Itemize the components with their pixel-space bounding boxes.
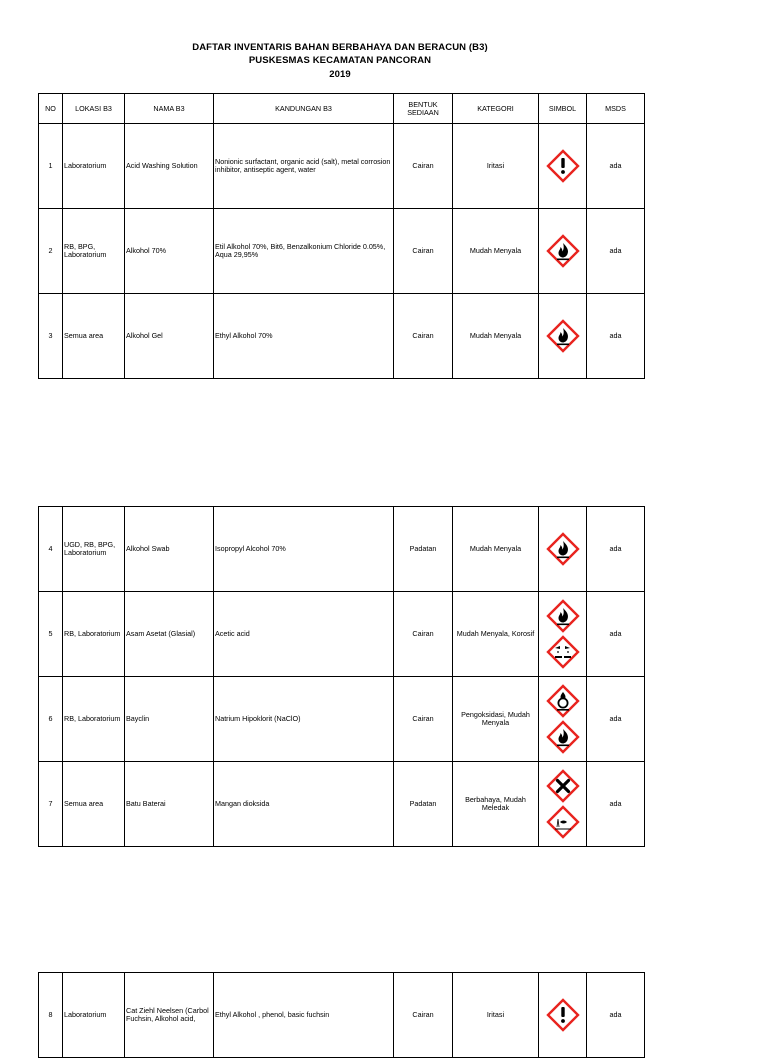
cell-no: 5 (39, 592, 63, 677)
cell-kandungan: Nonionic surfactant, organic acid (salt), metal corrosion inhibitor, antiseptic agent, water (214, 124, 394, 209)
cell-simbol (539, 677, 587, 762)
cell-simbol (539, 973, 587, 1058)
cell-kategori: Berbahaya, Mudah Meledak (453, 762, 539, 847)
table-row (39, 124, 645, 209)
table-row (39, 507, 645, 592)
cell-kategori: Mudah Menyala (453, 507, 539, 592)
col-lokasi: LOKASI B3 (63, 94, 125, 124)
col-bentuk: BENTUK SEDIAAN (394, 94, 453, 124)
inventory-table-3 (38, 972, 645, 1058)
cell-bentuk: Padatan (394, 507, 453, 592)
cell-no: 4 (39, 507, 63, 592)
cell-no: 8 (39, 973, 63, 1058)
flame-icon (546, 234, 580, 268)
doc-title-line3: 2019 (329, 69, 351, 80)
col-simbol: SIMBOL (539, 94, 587, 124)
cell-msds: ada (587, 973, 645, 1058)
table-row (39, 592, 645, 677)
flame-icon (546, 599, 580, 633)
cell-kandungan: Mangan dioksida (214, 762, 394, 847)
col-kandungan: KANDUNGAN B3 (214, 94, 394, 124)
flame-icon (546, 319, 580, 353)
cell-lokasi: Semua area (63, 762, 125, 847)
cell-kandungan: Ethyl Alkohol , phenol, basic fuchsin (214, 973, 394, 1058)
col-no: NO (39, 94, 63, 124)
cell-msds: ada (587, 124, 645, 209)
cell-lokasi: Semua area (63, 294, 125, 379)
cell-bentuk: Cairan (394, 973, 453, 1058)
cell-simbol (539, 592, 587, 677)
cell-lokasi: Laboratorium (63, 124, 125, 209)
exclamation-icon (546, 149, 580, 183)
col-msds: MSDS (587, 94, 645, 124)
cell-msds: ada (587, 507, 645, 592)
cell-no: 2 (39, 209, 63, 294)
cell-kandungan: Etil Alkohol 70%, Bit6, Benzalkonium Chloride 0.05%, Aqua 29,95% (214, 209, 394, 294)
cell-bentuk: Cairan (394, 592, 453, 677)
col-nama: NAMA B3 (125, 94, 214, 124)
cell-msds: ada (587, 592, 645, 677)
doc-title-line1: DAFTAR INVENTARIS BAHAN BERBAHAYA DAN BERACUN (B3) (192, 42, 488, 53)
cell-lokasi: RB, Laboratorium (63, 592, 125, 677)
corrosion-icon (546, 635, 580, 669)
cell-nama: Bayclin (125, 677, 214, 762)
table-row (39, 762, 645, 847)
cell-msds: ada (587, 677, 645, 762)
cell-kategori: Mudah Menyala (453, 209, 539, 294)
cell-simbol (539, 762, 587, 847)
cell-kandungan: Isopropyl Alcohol 70% (214, 507, 394, 592)
cell-simbol (539, 209, 587, 294)
cell-bentuk: Cairan (394, 677, 453, 762)
cell-kandungan: Ethyl Alkohol 70% (214, 294, 394, 379)
table-row (39, 294, 645, 379)
cell-kategori: Iritasi (453, 124, 539, 209)
cell-lokasi: RB, Laboratorium (63, 677, 125, 762)
cell-kandungan: Natrium Hipoklorit (NaClO) (214, 677, 394, 762)
cell-lokasi: UGD, RB, BPG, Laboratorium (63, 507, 125, 592)
col-kategori: KATEGORI (453, 94, 539, 124)
cell-bentuk: Cairan (394, 124, 453, 209)
cell-no: 3 (39, 294, 63, 379)
table-row (39, 209, 645, 294)
cell-no: 6 (39, 677, 63, 762)
oxidizer-icon (546, 684, 580, 718)
inventory-table-1 (38, 93, 645, 379)
cell-simbol (539, 294, 587, 379)
flame-icon (546, 532, 580, 566)
cell-msds: ada (587, 762, 645, 847)
cell-nama: Alkohol Gel (125, 294, 214, 379)
flame-icon (546, 720, 580, 754)
cell-nama: Cat Ziehl Neelsen (Carbol Fuchsin, Alkohol acid, (125, 973, 214, 1058)
inventory-table-2 (38, 506, 645, 847)
table-row (39, 677, 645, 762)
table-header-row (39, 94, 645, 124)
cell-nama: Batu Baterai (125, 762, 214, 847)
cell-no: 7 (39, 762, 63, 847)
cell-kategori: Pengoksidasi, Mudah Menyala (453, 677, 539, 762)
cell-nama: Acid Washing Solution (125, 124, 214, 209)
cell-simbol (539, 507, 587, 592)
cell-no: 1 (39, 124, 63, 209)
cell-lokasi: Laboratorium (63, 973, 125, 1058)
exclamation-icon (546, 998, 580, 1032)
cell-bentuk: Cairan (394, 294, 453, 379)
table-row (39, 973, 645, 1058)
cell-kandungan: Acetic acid (214, 592, 394, 677)
doc-title-line2: PUSKESMAS KECAMATAN PANCORAN (248, 55, 432, 66)
cell-kategori: Mudah Menyala, Korosif (453, 592, 539, 677)
cell-lokasi: RB, BPG, Laboratorium (63, 209, 125, 294)
environment-icon (546, 805, 580, 839)
cell-kategori: Mudah Menyala (453, 294, 539, 379)
cell-msds: ada (587, 294, 645, 379)
cell-nama: Alkohol 70% (125, 209, 214, 294)
cell-kategori: Iritasi (453, 973, 539, 1058)
cell-nama: Alkohol Swab (125, 507, 214, 592)
cell-bentuk: Padatan (394, 762, 453, 847)
cell-bentuk: Cairan (394, 209, 453, 294)
harmful-cross-icon (546, 769, 580, 803)
cell-simbol (539, 124, 587, 209)
cell-nama: Asam Asetat (Glasial) (125, 592, 214, 677)
cell-msds: ada (587, 209, 645, 294)
